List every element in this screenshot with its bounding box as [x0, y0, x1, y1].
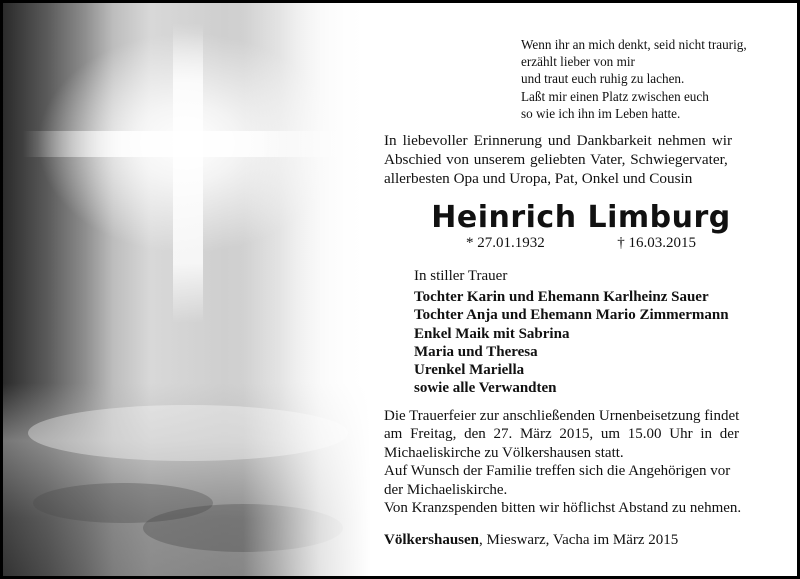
service-info [384, 407, 776, 517]
intro-line: In liebevoller Erinnerung und Dankbarkeit nehmen wir [384, 132, 733, 149]
poem [521, 36, 771, 122]
service-line: am Freitag, den 27. März 2015, um 15.00 Uhr in der [384, 426, 739, 443]
service-line: Michaeliskirche zu Völkershausen statt. [384, 444, 624, 461]
mourners [414, 267, 774, 397]
mourner-item: Tochter Karin und Ehemann Karlheinz Sauer [414, 289, 709, 306]
photo-fade [243, 3, 371, 576]
life-dates [466, 235, 696, 252]
mourner-item: Tochter Anja und Ehemann Mario Zimmermann [414, 307, 729, 324]
mourner-item: Maria und Theresa [414, 343, 538, 360]
mourning-heading: In stiller Trauer [414, 268, 508, 284]
intro-paragraph [384, 131, 776, 188]
birth-date: * 27.01.1932 [466, 235, 545, 251]
intro-line: Abschied von unserem geliebten Vater, Schwiegervater, [384, 151, 728, 168]
death-date: † 16.03.2015 [617, 235, 696, 251]
service-line: der Michaeliskirche. [384, 481, 508, 498]
deceased-name: Heinrich Limburg [431, 200, 731, 235]
service-line: Auf Wunsch der Familie treffen sich die Angehörigen vor [384, 463, 731, 480]
poem-line: Wenn ihr an mich denkt, seid nicht traurig, [521, 37, 747, 52]
intro-line: allerbesten Opa und Uropa, Pat, Onkel und Cousin [384, 170, 693, 187]
place-date [384, 532, 776, 549]
mourner-item: Enkel Maik mit Sabrina [414, 325, 570, 342]
mourner-item: Urenkel Mariella [414, 362, 525, 379]
light-cross-photo [3, 3, 371, 576]
poem-line: so wie ich ihn im Leben hatte. [521, 105, 681, 121]
mourner-item: sowie alle Verwandten [414, 380, 557, 397]
service-line: Die Trauerfeier zur anschließenden Urnenbeisetzung findet [384, 408, 740, 424]
place-town: Völkershausen [384, 532, 480, 548]
poem-line: und traut euch ruhig zu lachen. [521, 71, 685, 87]
notice-text [381, 3, 773, 576]
poem-line: erzählt lieber von mir [521, 54, 635, 70]
place-rest: , Mieswarz, Vacha im März 2015 [479, 532, 679, 548]
service-line: Von Kranzspenden bitten wir höflichst Abstand zu nehmen. [384, 500, 742, 517]
poem-line: Laßt mir einen Platz zwischen euch [521, 88, 709, 104]
